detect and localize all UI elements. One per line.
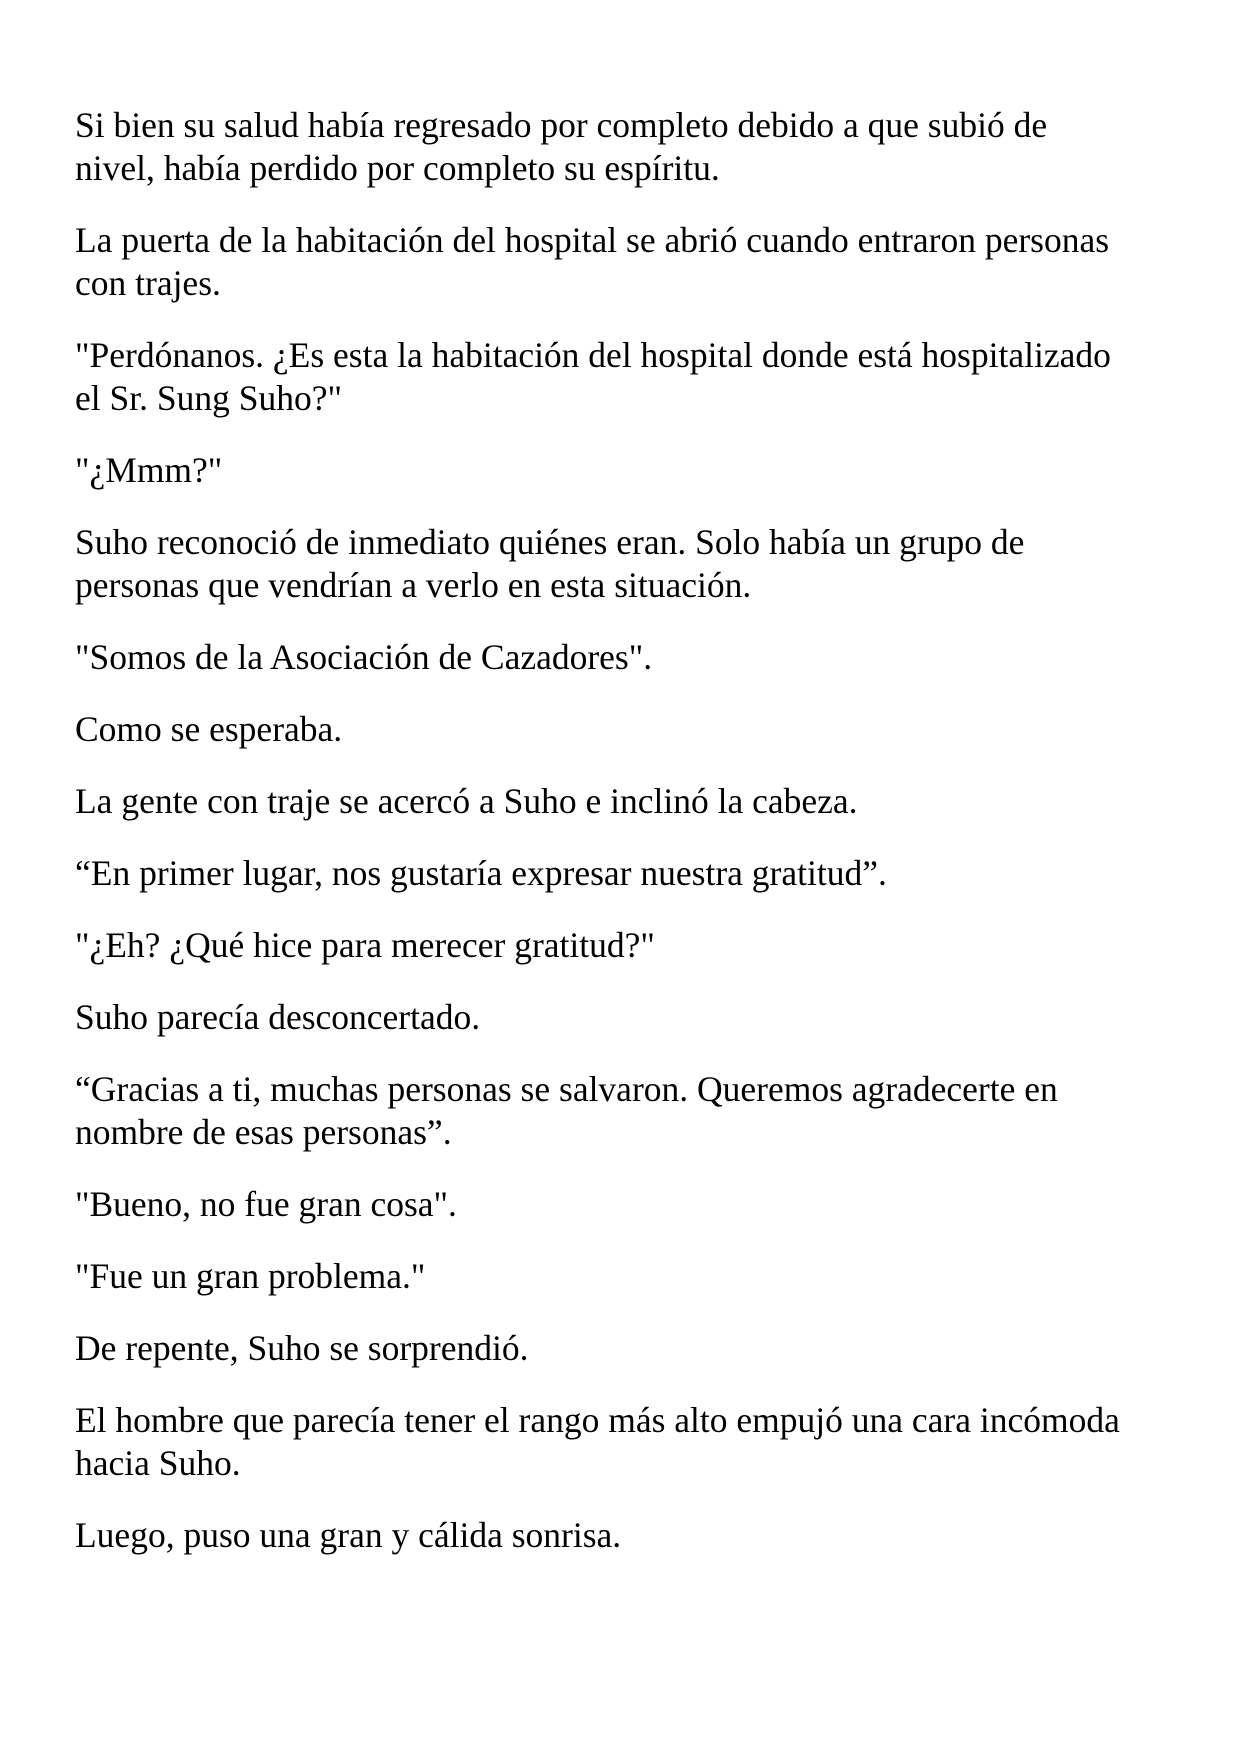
paragraph: “En primer lugar, nos gustaría expresar nuestra gratitud”.	[75, 853, 887, 893]
paragraph: Si bien su salud había regresado por completo debido a que subió de nivel, había perdido por completo su espíritu.	[75, 105, 1048, 188]
paragraph: "¿Eh? ¿Qué hice para merecer gratitud?"	[75, 925, 655, 965]
paragraph: De repente, Suho se sorprendió.	[75, 1328, 529, 1368]
paragraph: "Fue un gran problema."	[75, 1256, 426, 1296]
paragraph: "¿Mmm?"	[75, 450, 223, 490]
paragraph: "Bueno, no fue gran cosa".	[75, 1184, 457, 1224]
paragraph: Luego, puso una gran y cálida sonrisa.	[75, 1515, 622, 1555]
paragraph: Suho parecía desconcertado.	[75, 997, 481, 1037]
paragraph: La puerta de la habitación del hospital se abrió cuando entraron personas con trajes.	[75, 220, 1110, 303]
paragraph: Suho reconoció de inmediato quiénes eran. Solo había un grupo de personas que vendrían a verlo en esta situación.	[75, 522, 1025, 605]
paragraph: "Somos de la Asociación de Cazadores".	[75, 637, 653, 677]
paragraph: “Gracias a ti, muchas personas se salvaron. Queremos agradecerte en nombre de esas personas”.	[75, 1069, 1058, 1152]
paragraph: El hombre que parecía tener el rango más alto empujó una cara incómoda hacia Suho.	[75, 1400, 1120, 1483]
paragraph: "Perdónanos. ¿Es esta la habitación del hospital donde está hospitalizado el Sr. Sung Suho?"	[75, 335, 1111, 418]
document-page	[75, 104, 1135, 1586]
paragraph: La gente con traje se acercó a Suho e inclinó la cabeza.	[75, 781, 858, 821]
paragraph: Como se esperaba.	[75, 709, 343, 749]
